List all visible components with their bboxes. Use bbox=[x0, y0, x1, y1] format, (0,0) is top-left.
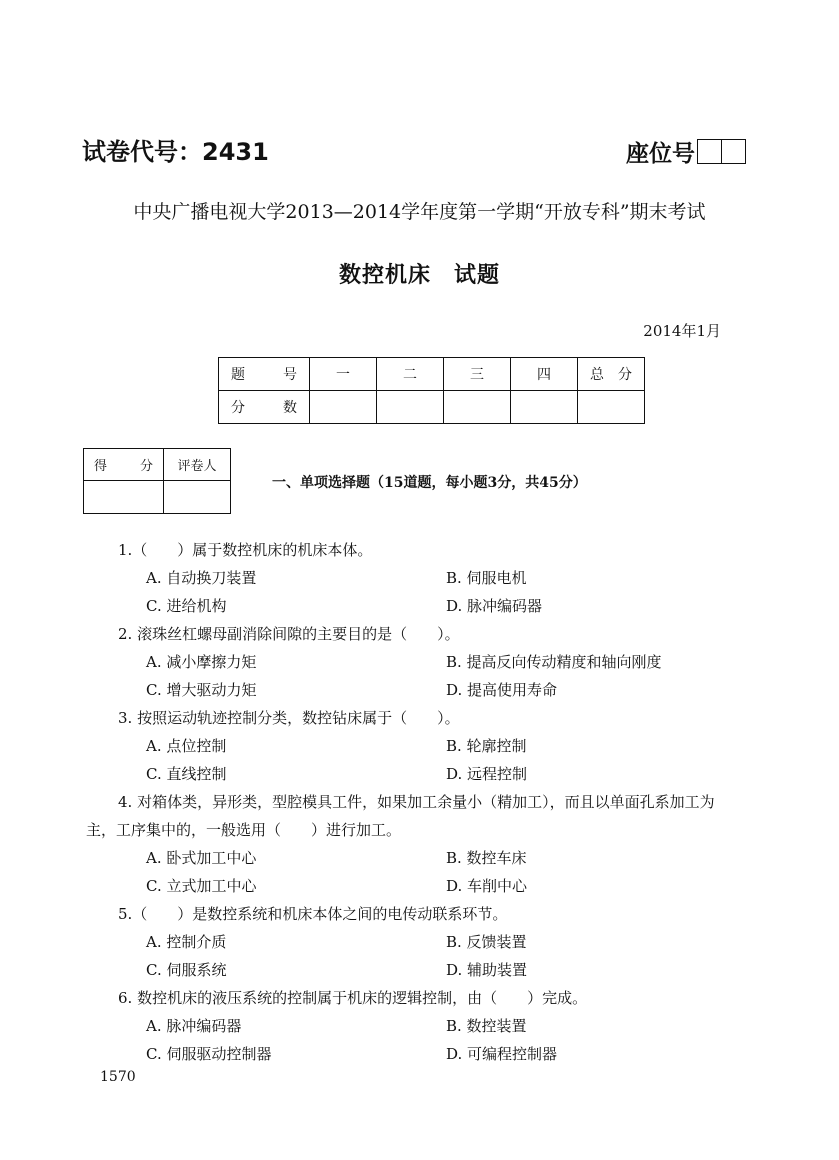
option: A. 自动换刀装置 bbox=[146, 569, 257, 587]
paper-code: 试卷代号：2431 bbox=[82, 138, 269, 166]
score-header-cell: 四 bbox=[511, 358, 578, 391]
option: D. 辅助装置 bbox=[446, 961, 528, 979]
option: C. 伺服驱动控制器 bbox=[146, 1045, 272, 1063]
option: D. 可编程控制器 bbox=[446, 1045, 558, 1063]
option: C. 直线控制 bbox=[146, 765, 227, 783]
score-header-cell: 总 分 bbox=[578, 358, 645, 391]
seat-label: 座位号 bbox=[626, 141, 695, 167]
option: C. 进给机构 bbox=[146, 597, 227, 615]
option: D. 车削中心 bbox=[446, 877, 528, 895]
score-cell bbox=[310, 391, 377, 424]
seat-number bbox=[626, 135, 746, 168]
grader-score-cell bbox=[84, 481, 164, 514]
grader-name-cell bbox=[164, 481, 231, 514]
option: A. 点位控制 bbox=[146, 737, 227, 755]
score-header-cell: 题 号 bbox=[219, 358, 310, 391]
question-stem: 5.（ ）是数控系统和机床本体之间的电传动联系环节。 bbox=[118, 905, 508, 923]
score-table bbox=[218, 357, 645, 424]
page-number: 1570 bbox=[100, 1069, 136, 1085]
option: A. 脉冲编码器 bbox=[146, 1017, 242, 1035]
question-stem: 3. 按照运动轨迹控制分类，数控钻床属于（ ）。 bbox=[118, 709, 460, 727]
grader-score-label: 得 分 bbox=[84, 449, 164, 481]
question-stem-continued: 主，工序集中的，一般选用（ ）进行加工。 bbox=[86, 821, 402, 839]
option: A. 控制介质 bbox=[146, 933, 227, 951]
option: C. 伺服系统 bbox=[146, 961, 227, 979]
subject-title: 数控机床 试题 bbox=[338, 263, 500, 288]
score-row-label: 分 数 bbox=[219, 391, 310, 424]
option: C. 立式加工中心 bbox=[146, 877, 257, 895]
grader-name-label: 评卷人 bbox=[164, 449, 231, 481]
score-cell bbox=[511, 391, 578, 424]
option: B. 数控车床 bbox=[446, 849, 527, 867]
score-table-header-row bbox=[219, 358, 645, 391]
question-stem: 1.（ ）属于数控机床的机床本体。 bbox=[118, 541, 373, 559]
option: D. 提高使用寿命 bbox=[446, 681, 558, 699]
grader-table bbox=[83, 448, 231, 514]
question-stem: 6. 数控机床的液压系统的控制属于机床的逻辑控制，由（ ）完成。 bbox=[118, 989, 588, 1007]
score-cell bbox=[578, 391, 645, 424]
option: B. 反馈装置 bbox=[446, 933, 527, 951]
option: A. 减小摩擦力矩 bbox=[146, 653, 257, 671]
score-header-cell: 一 bbox=[310, 358, 377, 391]
question-stem: 2. 滚珠丝杠螺母副消除间隙的主要目的是（ ）。 bbox=[118, 625, 460, 643]
option: D. 脉冲编码器 bbox=[446, 597, 543, 615]
option: A. 卧式加工中心 bbox=[146, 849, 257, 867]
option: D. 远程控制 bbox=[446, 765, 528, 783]
score-header-cell: 三 bbox=[444, 358, 511, 391]
option: B. 提高反向传动精度和轴向刚度 bbox=[446, 653, 662, 671]
exam-title: 中央广播电视大学2013—2014学年度第一学期“开放专科”期末考试 bbox=[133, 201, 706, 223]
seat-boxes bbox=[697, 139, 746, 164]
score-table-score-row bbox=[219, 391, 645, 424]
score-cell bbox=[444, 391, 511, 424]
question-stem: 4. 对箱体类，异形类，型腔模具工件，如果加工余量小（精加工），而且以单面孔系加工为 bbox=[118, 793, 715, 811]
option: B. 伺服电机 bbox=[446, 569, 527, 587]
score-cell bbox=[377, 391, 444, 424]
score-header-cell: 二 bbox=[377, 358, 444, 391]
option: B. 轮廓控制 bbox=[446, 737, 527, 755]
section-title: 一、单项选择题（15道题，每小题3分，共45分） bbox=[272, 475, 587, 491]
option: B. 数控装置 bbox=[446, 1017, 527, 1035]
option: C. 增大驱动力矩 bbox=[146, 681, 257, 699]
exam-date: 2014年1月 bbox=[643, 322, 721, 340]
